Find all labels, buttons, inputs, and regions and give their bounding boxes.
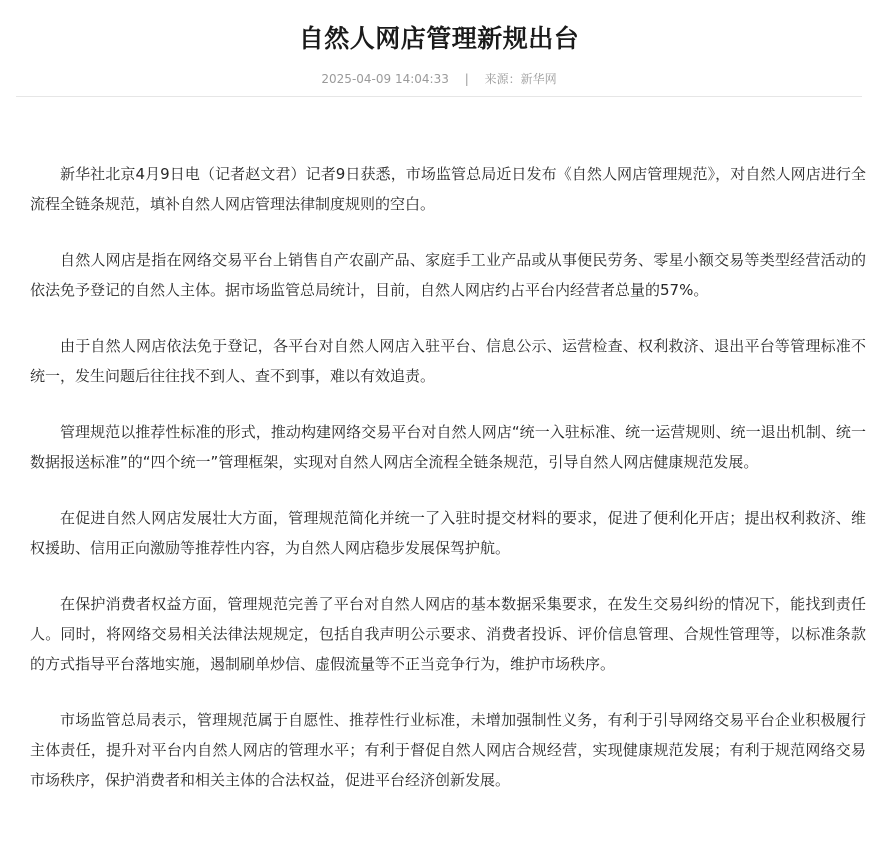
article-paragraph: 在保护消费者权益方面，管理规范完善了平台对自然人网店的基本数据采集要求，在发生交易纠纷的情况下，能找到责任人。同时，将网络交易相关法律法规规定，包括自我声明公示要求、消费者投诉、评价信息管理、合规性管理等，以标准条款的方式指导平台落地实施，遏制刷单炒信、虚假流量等不正当竞争行为，维护市场秩序。 [30,595,866,673]
source-name: 新华网 [520,72,557,86]
meta-separator: | [464,72,469,86]
article-body [30,159,866,821]
article-paragraph: 在促进自然人网店发展壮大方面，管理规范简化并统一了入驻时提交材料的要求，促进了便利化开店；提出权利救济、维权援助、信用正向激励等推荐性内容，为自然人网店稳步发展保驾护航。 [30,509,866,557]
article-paragraph: 新华社北京4月9日电（记者赵文君）记者9日获悉，市场监管总局近日发布《自然人网店管理规范》，对自然人网店进行全流程全链条规范，填补自然人网店管理法律制度规则的空白。 [30,165,866,213]
header-divider [16,96,862,97]
article-title: 自然人网店管理新规出台 [298,23,580,53]
article-paragraph: 自然人网店是指在网络交易平台上销售自产农副产品、家庭手工业产品或从事便民劳务、零星小额交易等类型经营活动的依法免予登记的自然人主体。据市场监管总局统计，目前，自然人网店约占平台内经营者总量的57%。 [30,251,866,299]
article-paragraph: 由于自然人网店依法免于登记，各平台对自然人网店入驻平台、信息公示、运营检查、权利救济、退出平台等管理标准不统一，发生问题后往往找不到人、查不到事，难以有效追责。 [30,337,866,385]
article-meta [0,70,878,88]
article-paragraph: 管理规范以推荐性标准的形式，推动构建网络交易平台对自然人网店“统一入驻标准、统一运营规则、统一退出机制、统一数据报送标准”的“四个统一”管理框架，实现对自然人网店全流程全链条规范，引导自然人网店健康规范发展。 [30,423,866,471]
publish-datetime: 2025-04-09 14:04:33 [321,72,449,86]
article-paragraph: 市场监管总局表示，管理规范属于自愿性、推荐性行业标准，未增加强制性义务，有利于引导网络交易平台企业积极履行主体责任，提升对平台内自然人网店的管理水平；有利于督促自然人网店合规经营，实现健康规范发展；有利于规范网络交易市场秩序，保护消费者和相关主体的合法权益，促进平台经济创新发展。 [30,711,866,789]
source-label: 来源： [484,72,521,86]
